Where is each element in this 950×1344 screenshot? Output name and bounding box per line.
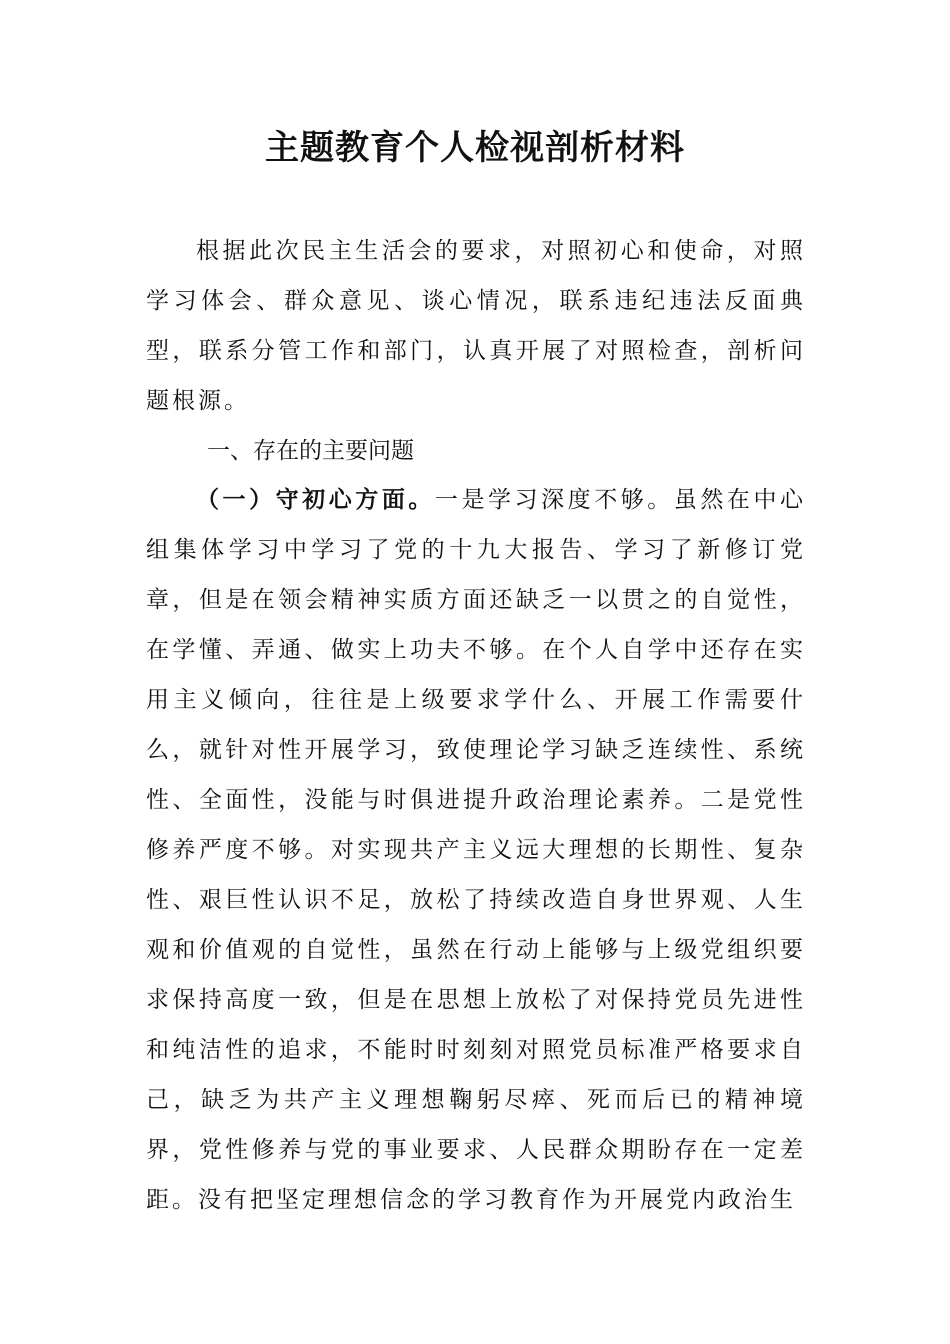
document-title: 主题教育个人检视剖析材料 [265, 128, 685, 168]
subsection-body: 一是学习深度不够。虽然在中心组集体学习中学习了党的十九大报告、学习了新修订党章，但是在领会精神实质方面还缺乏一以贯之的自觉性，在学懂、弄通、做实上功夫不够。在个人自学中还存在实用主义倾向，往往是上级要求学什么、开展工作需要什么，就针对性开展学习，致使理论学习缺乏连续性、系统性、全面性，没能与时俱进提升政治理论素养。二是党性修养严度不够。对实现共产主义远大理想的长期性、复杂性、艰巨性认识不足，放松了持续改造自身世界观、人生观和价值观的自觉性，虽然在行动上能够与上级党组织要求保持高度一致，但是在思想上放松了对保持党员先进性和纯洁性的追求，不能时时刻刻对照党员标准严格要求自己，缺乏为共产主义理想鞠躬尽瘁、死而后已的精神境界，党性修养与党的事业要求、人民群众期盼存在一定差距。没有把坚定理想信念的学习教育作为开展党内政治生 [146, 487, 807, 1213]
subsection-heading: （一）守初心方面。 [196, 486, 435, 513]
section-heading: 一、存在的主要问题 [207, 438, 414, 464]
intro-paragraph: 根据此次民主生活会的要求，对照初心和使命，对照学习体会、群众意见、谈心情况，联系违纪违法反面典型，联系分管工作和部门，认真开展了对照检查，剖析问题根源。 [146, 238, 806, 414]
section-paragraph [146, 475, 806, 1225]
